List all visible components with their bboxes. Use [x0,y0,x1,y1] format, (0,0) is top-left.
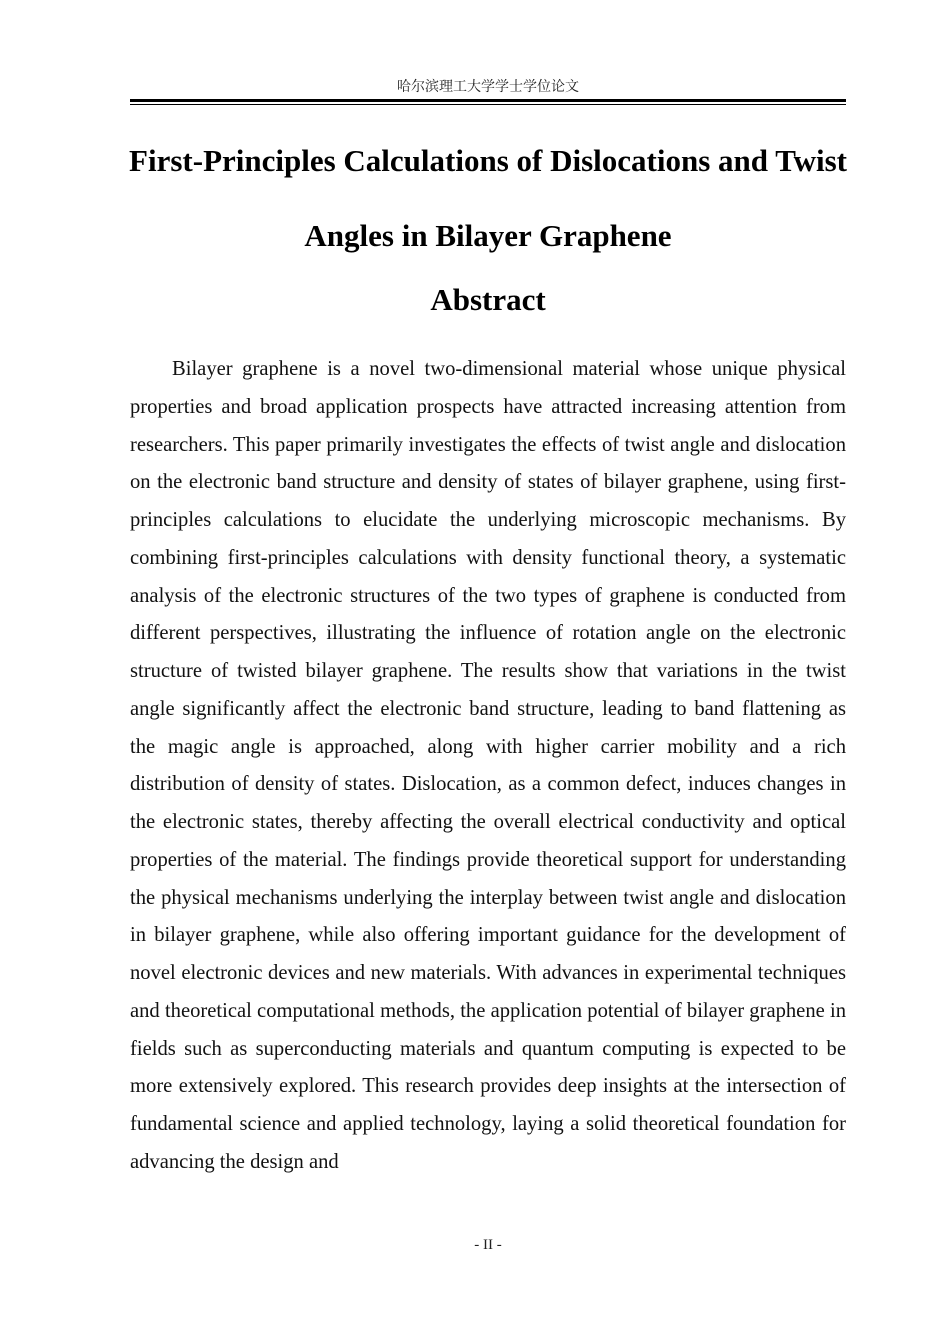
header-rule-thick [130,99,846,102]
page-number: - II - [474,1237,502,1253]
abstract-body: Bilayer graphene is a novel two-dimensional material whose unique physical properties and broad application prospects have attracted increasing attention from researchers. This paper primarily investigates the effects of twist angle and dislocation on the electronic band structure and density of states of bilayer graphene, using first-principles calculations to elucidate the underlying microscopic mechanisms. By combining first-principles calculations with density functional theory, a systematic analysis of the electronic structures of the two types of graphene is conducted from different perspectives, illustrating the influence of rotation angle on the electronic structure of twisted bilayer graphene. The results show that variations in the twist angle significantly affect the electronic band structure, leading to band flattening as the magic angle is approached, along with higher carrier mobility and a rich distribution of density of states. Dislocation, as a common defect, induces changes in the electronic states, thereby affecting the overall electrical conductivity and optical properties of the material. The findings provide theoretical support for understanding the physical mechanisms underlying the interplay between twist angle and dislocation in bilayer graphene, while also offering important guidance for the development of novel electronic devices and new materials. With advances in experimental techniques and theoretical computational methods, the application potential of bilayer graphene in fields such as superconducting materials and quantum computing is expected to be more extensively explored. This research provides deep insights at the intersection of fundamental science and applied technology, laying a solid theoretical foundation for advancing the design and [130,358,846,1173]
paper-title: First-Principles Calculations of Dislocations and Twist Angles in Bilayer Graphene [129,143,847,253]
header-rule-thin [130,104,846,105]
running-header: 哈尔滨理工大学学士学位论文 [397,79,579,95]
abstract-heading: Abstract [430,282,546,317]
